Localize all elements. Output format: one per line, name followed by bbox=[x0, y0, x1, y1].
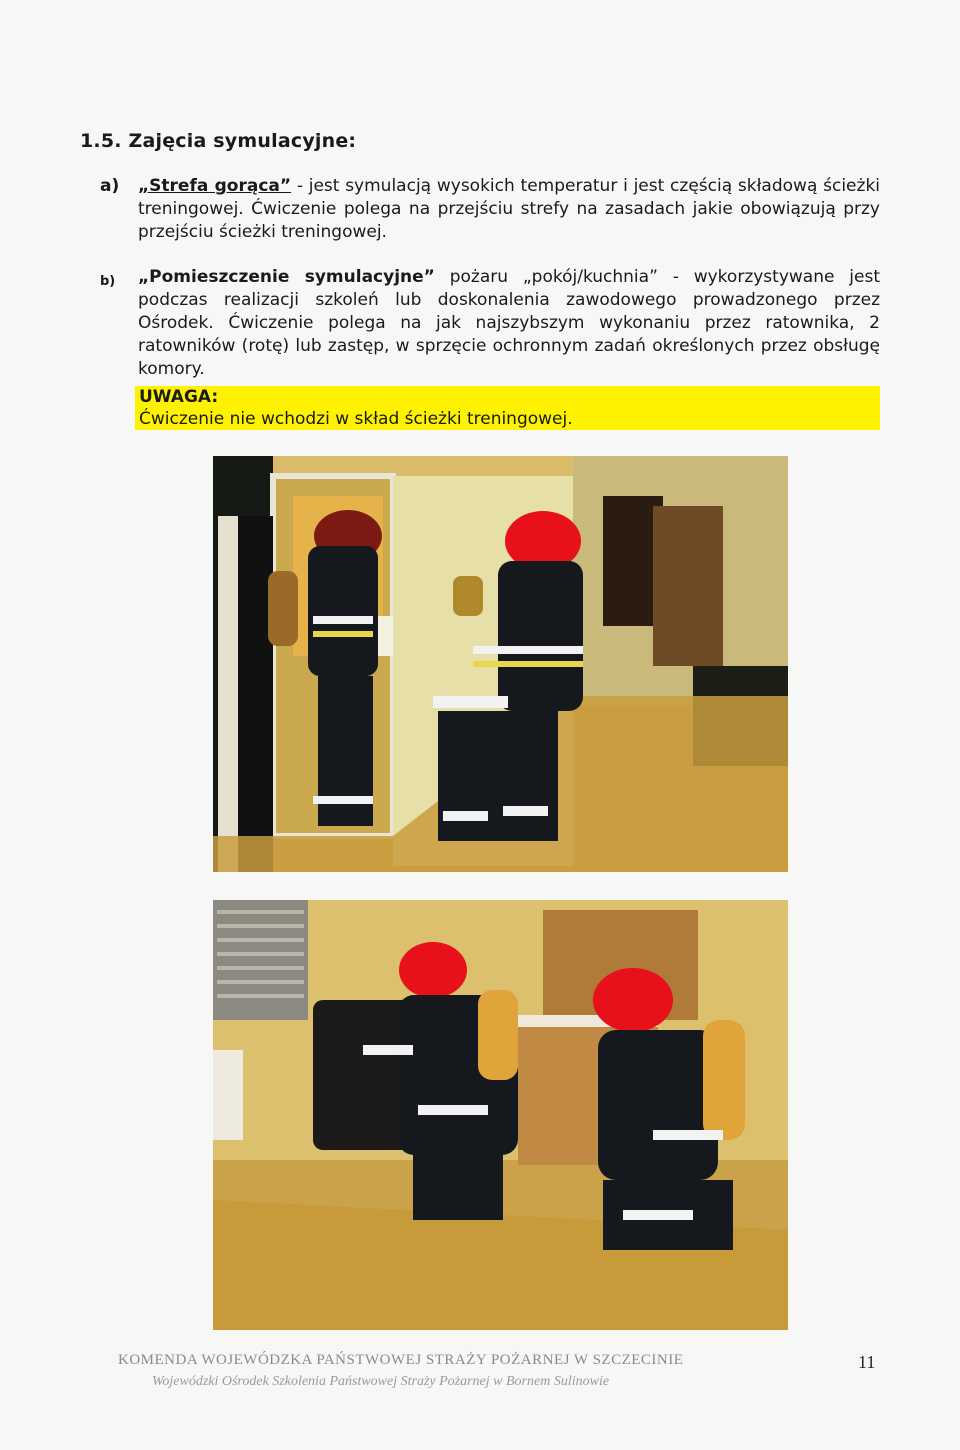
note-text: Ćwiczenie nie wchodzi w skład ścieżki treningowej. bbox=[139, 409, 573, 429]
item-text-a: - jest symulacją wysokich temperatur i jest częścią składową ścieżki treningowej. Ćwiczenie polega na przejściu strefy na zasadach jakie obowiązują przy przejściu ścieżki treningowej. bbox=[138, 176, 881, 242]
photo-illustration-1 bbox=[213, 456, 788, 872]
item-marker-a: a) bbox=[100, 176, 120, 196]
section-title: 1.5. Zajęcia symulacyjne: bbox=[80, 130, 357, 152]
list-item-a bbox=[100, 175, 880, 244]
warning-note bbox=[135, 386, 880, 430]
item-body-a bbox=[138, 175, 880, 244]
page-number: 11 bbox=[858, 1352, 876, 1372]
item-body-b bbox=[138, 266, 880, 381]
photo-firefighters-kitchen bbox=[213, 900, 788, 1330]
photo-firefighters-doorway bbox=[213, 456, 788, 872]
item-marker-b: b) bbox=[100, 274, 116, 289]
footer-institution: KOMENDA WOJEWÓDZKA PAŃSTWOWEJ STRAŻY POŻARNEJ W SZCZECINIE bbox=[118, 1352, 684, 1368]
footer-subtitle: Wojewódzki Ośrodek Szkolenia Państwowej Straży Pożarnej w Bornem Sulinowie bbox=[152, 1374, 610, 1389]
note-title: UWAGA: bbox=[139, 387, 219, 407]
photo-illustration-2 bbox=[213, 900, 788, 1330]
item-text-b: pożaru „pokój/kuchnia” - wykorzystywane jest podczas realizacji szkoleń lub doskonalenia zawodowego prowadzonego przez Ośrodek. Ćwiczenie polega na jak najszybszym wykonaniu przez ratownika, 2 ratowników (rotę) lub zastęp, w sprzęcie ochronnym zadań określonych przez obsługę komory. bbox=[138, 267, 880, 379]
item-name-b: „Pomieszczenie symulacyjne” bbox=[138, 267, 435, 287]
list-item-b bbox=[100, 266, 880, 381]
item-name-a: „Strefa gorąca” bbox=[138, 176, 292, 196]
